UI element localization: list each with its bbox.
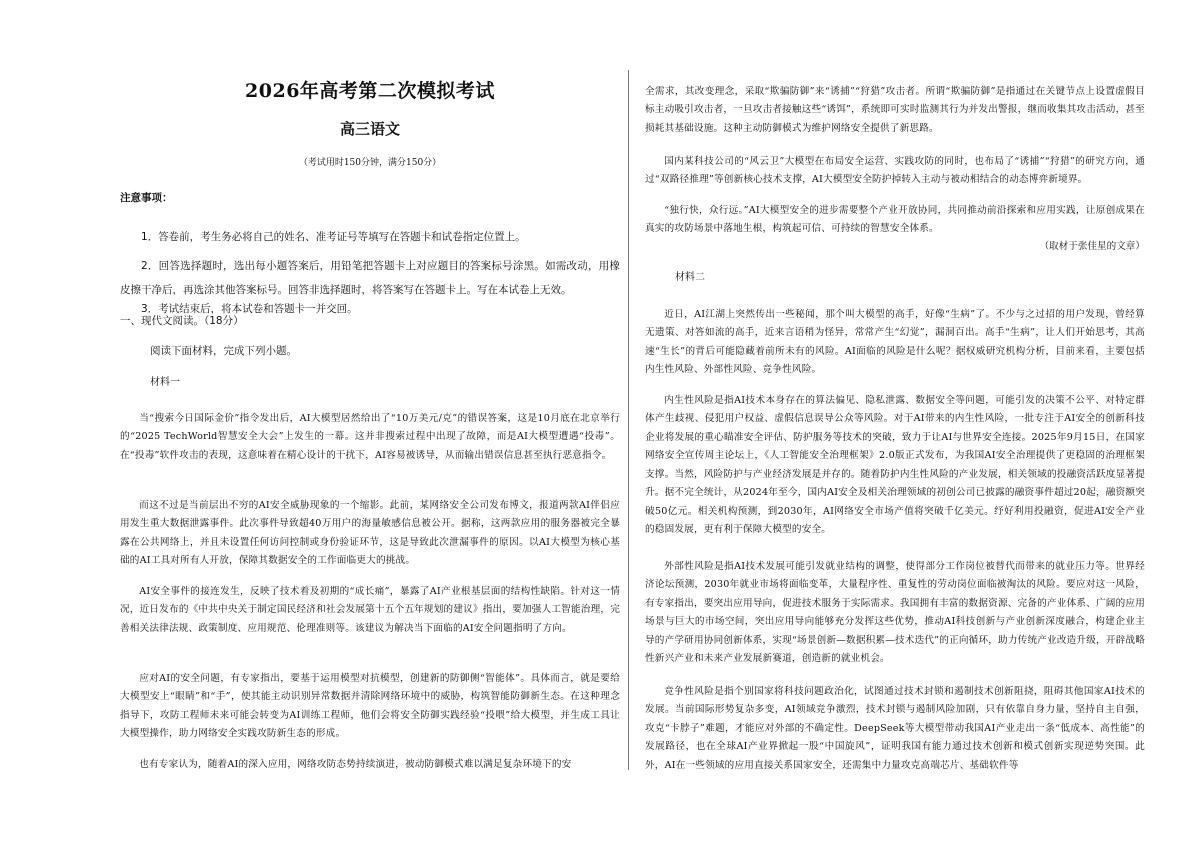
material-2-paragraph: 外部性风险是指AI技术发展可能引发就业结构的调整，使得部分工作岗位被替代而带来的就业压力等。世界经济论坛预测，2030年就业市场将面临变革，大量程序性、重复性的劳动岗位面临被淘汰的风险。要应对这一风险，有专家指出，要突出应用导向，促进技术服务于实际需求。我国拥有丰富的数据资源、完备的产业体系、广阔的应用场景与巨大的市场空间，突出应用导向能够充分发挥这些优势，推动AI科技创新与产业创新深度融合，构建企业主导的产学研用协同创新体系，实现“场景创新—数据积累—技术迭代”的正向循环，助力传统产业改造升级，开辟战略性新兴产业和未来产业发展新赛道，创造新的就业机会。 xyxy=(645,560,1145,665)
exam-title: 2026年高考第二次模拟考试 xyxy=(245,80,495,102)
material-1-paragraph: AI安全事件的接连发生，反映了技术着及初期的“成长痛”，暴露了AI产业根基层面的结构性缺陷。针对这一情况，近日发布的《中共中央关于制定国民经济和社会发展第十五个五年规划的建议》指出，要加强人工智能治理，完善相关法律法规、政策制度、应用规范、伦理准则等。该建议为解决当下面临的AI安全问题指明了方向。 xyxy=(120,585,620,634)
material-2-label: 材料二 xyxy=(675,272,705,283)
material-1-paragraph: “独行快，众行远。”AI大模型安全的进步需要整个产业开放协同，共同推动前沿探索和应用实践，让原创成果在真实的攻防场景中落地生根，构筑起可信、可持续的智慧安全体系。 xyxy=(645,204,1145,235)
notice-item-2: 2．回答选择题时，选出每小题答案后，用铅笔把答题卡上对应题目的答案标号涂黑。如需改动，用橡皮擦干净后，再选涂其他答案标号。回答非选择题时，将答案写在答题卡上。写在本试卷上无效。 xyxy=(120,259,620,296)
material-1-source: （取材于张佳星的文章） xyxy=(1039,241,1145,252)
column-divider xyxy=(628,70,629,770)
material-1-paragraph: 也有专家认为，随着AI的深入应用，网络攻防态势持续演进，被动防御模式难以满足复杂环境下的安 xyxy=(139,758,572,770)
material-1-label: 材料一 xyxy=(150,377,180,388)
material-1-paragraph: 而这不过是当前层出不穷的AI安全威胁现象的一个缩影。此前，某网络安全公司发布博文，报道两款AI伴侣应用发生重大数据泄露事件。此次事件导致超40万用户的海量敏感信息被公开。据称，这两款应用的服务器被完全暴露在公共网络上，并且未设置任何访问控制或身份验证环节，这是导致此次泄漏事件的原因。以AI大模型为核心基础的AI工具对所有人开放，保障其数据安全的工作面临更大的挑战。 xyxy=(120,499,620,567)
notice-heading: 注意事项： xyxy=(120,192,173,204)
section-heading: 一、现代文阅读。（18分） xyxy=(120,315,244,327)
reading-instruction: 阅读下面材料，完成下列小题。 xyxy=(150,345,297,357)
material-2-paragraph: 竞争性风险是指个别国家将科技问题政治化，试图通过技术封锁和遏制技术创新阻挠，阻碍其他国家AI技术的发展。当前国际形势复杂多变，AI领域竞争激烈，技术封锁与遏制风险加剧，只有依靠自身力量，坚持自主自强，攻克“卡脖子”难题，才能应对外部的不确定性。DeepSeek等大模型带动我国AI产业走出一条“低成本、高性能”的发展路径，也在全球AI产业界掀起一股“中国旋风”，证明我国有能力通过技术创新和模式创新实现逆势突围。此外，AI在一些领域的应用直接关系国家安全，还需集中力量攻克高端芯片、基础软件等 xyxy=(645,685,1145,771)
material-1-paragraph: 当“搜索今日国际金价”指令发出后，AI大模型居然给出了“10万美元/克”的错误答案，这是10月底在北京举行的“2025 TechWorld智慧安全大会”上发生的一幕。这并非搜索过程中出现了故障，而是AI大模型遭遇“投毒”。在“投毒”软件攻击的表现，这意味着在精心设计的干扰下，AI容易被诱导，从而输出错误信息甚至执行恶意指令。 xyxy=(120,412,620,461)
exam-subject: 高三语文 xyxy=(339,120,400,138)
material-1-paragraph: 应对AI的安全问题，有专家指出，要基于运用模型对抗模型，创建新的防御侧“智能体”。具体而言，就是要给大模型安上“眼睛”和“手”，使其能主动识别异常数据并清除网络环境中的威胁，构筑智能防御新生态。在这种理念指导下，攻防工程师未来可能会转变为AI训练工程师，他们会将安全防御实践经验“投喂”给大模型，并生成工具让大模型操作，助力网络安全实践攻防新生态的形成。 xyxy=(120,672,620,740)
material-1-continuation: 全需求，其改变理念，采取“欺骗防御”来“诱捕”“狩猎”攻击者。所谓“欺骗防御”是指通过在关键节点上设置虚假目标主动吸引攻击者，一旦攻击者接触这些“诱饵”，系统即可实时监测其行为并发出警报，继而收集其攻击活动，甚至损耗其基础设施。这种主动防御模式为维护网络安全提供了新思路。 xyxy=(645,85,1145,134)
notice-item-3: 3．考试结束后，将本试卷和答题卡一并交回。 xyxy=(141,302,358,315)
material-2-paragraph: 近日，AI江湖上突然传出一些秘闻，那个叫大模型的高手，好像“生病”了。不少与之过招的用户发现，曾经算无遗策、对答如流的高手，近来言语稍为怪异，常常产生“幻觉”，漏洞百出。高手“生病”，让人们开始思考，其高速“生长”的背后可能隐藏着前所未有的风险。AI面临的风险是什么呢？据权威研究机构分析，目前来看，主要包括内生性风险、外部性风险、竞争性风险。 xyxy=(645,308,1145,376)
exam-time-info: （考试用时150分钟，满分150分） xyxy=(298,158,442,168)
notice-item-1: 1．答卷前，考生务必将自己的姓名、准考证号等填写在答题卡和试卷指定位置上。 xyxy=(141,230,526,243)
material-2-paragraph: 内生性风险是指AI技术本身存在的算法偏见、隐私泄露、数据安全等问题，可能引发的决策不公平、对特定群体产生歧视、侵犯用户权益、虚假信息误导公众等风险。对于AI带来的内生性风险，一批专注于AI安全的创新科技企业将发展的重心瞄准安全评估、防护服务等技术的突破，致力于让AI与世界安全连接。2025年9月15日，在国家网络安全宣传周主论坛上，《人工智能安全治理框架》2.0版正式发布，为我国AI安全治理提供了更稳固的治理框架支撑。当然，风险防护与产业经济发展是并存的。随着防护内生性风险的产业发展，相关领域的投融资活跃度显著提升。据不完全统计，从2024年至今，国内AI安全及相关治理领域的初创公司已披露的融资事件超过20起，融资额突破50亿元。相关机构预测，到2030年，AI网络安全市场产值将突破千亿美元。纾好利用投融资，促进AI安全产业的稳固发展，更有利于保障大模型的安全。 xyxy=(645,394,1145,536)
material-1-paragraph: 国内某科技公司的“风云卫”大模型在布局安全运营、实践攻防的同时，也布局了“诱捕”“狩猎”的研究方向，通过“双路径推理”等创新核心技术支撑，AI大模型安全防护掉转入主动与被动相结合的动态博弈新境界。 xyxy=(645,155,1145,186)
